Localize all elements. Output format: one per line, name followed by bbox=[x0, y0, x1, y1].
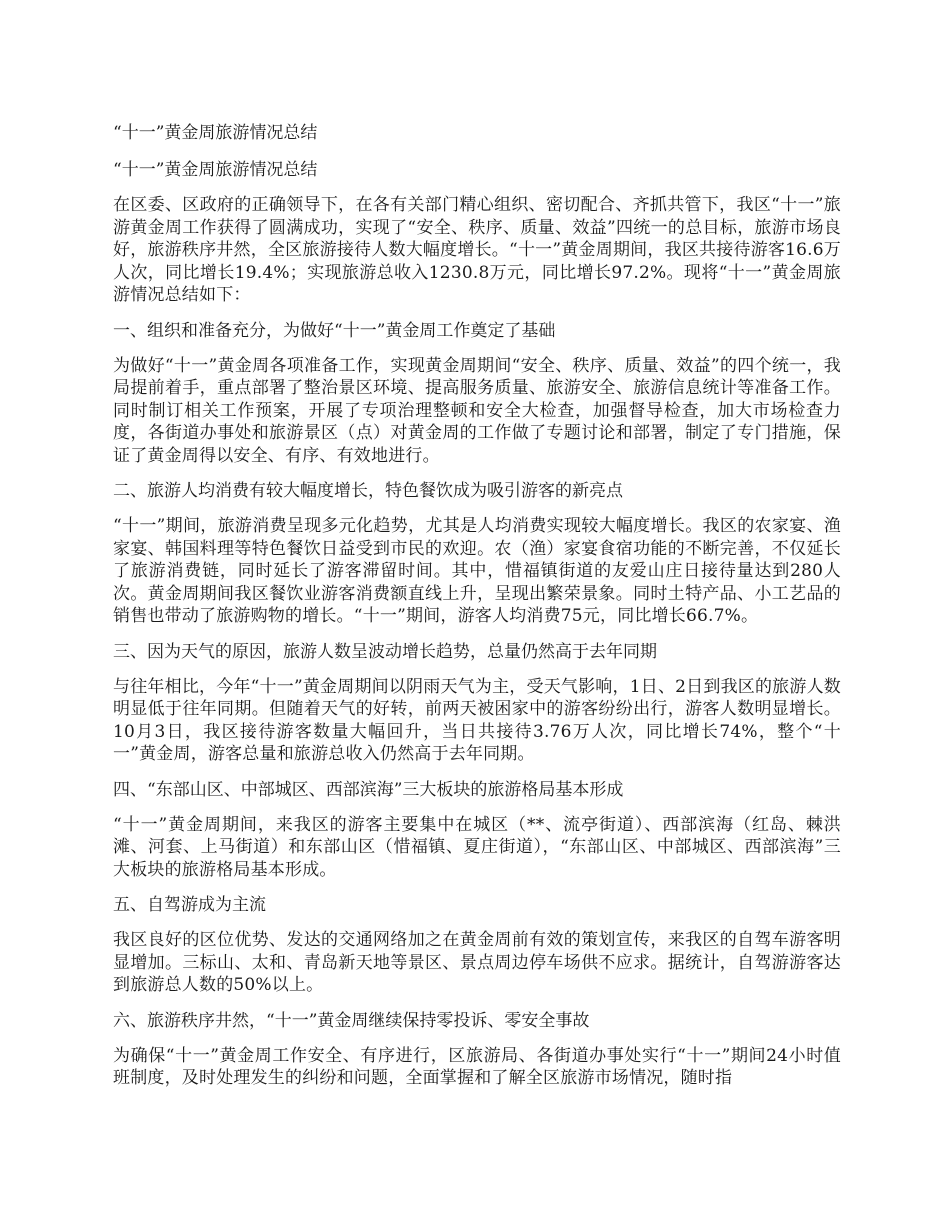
section-body-1: 为做好“十一”黄金周各项准备工作，实现黄金周期间“安全、秩序、质量、效益”的四个统一，我局提前着手，重点部署了整治景区环境、提高服务质量、旅游安全、旅游信息统计等准备工作。同时制订相关工作预案，开展了专项治理整顿和安全大检查，加强督导检查，加大市场检查力度，各街道办事处和旅游景区（点）对黄金周的工作做了专题讨论和部署，制定了专门措施，保证了黄金周得以安全、有序、有效地进行。 bbox=[113, 355, 841, 466]
section-body-3: 与往年相比，今年“十一”黄金周期间以阴雨天气为主，受天气影响，1日、2日到我区的旅游人数明显低于往年同期。但随着天气的好转，前两天被困家中的游客纷纷出行，游客人数明显增长。10月3日，我区接待游客数量大幅回升，当日共接待3.76万人次，同比增长74%，整个“十一”黄金周，游客总量和旅游总收入仍然高于去年同期。 bbox=[113, 676, 841, 764]
intro-paragraph: 在区委、区政府的正确领导下，在各有关部门精心组织、密切配合、齐抓共管下，我区“十一”旅游黄金周工作获得了圆满成功，实现了“安全、秩序、质量、效益”四统一的总目标，旅游市场良好，旅游秩序井然，全区旅游接待人数大幅度增长。“十一”黄金周期间，我区共接待游客16.6万人次，同比增长19.4%；实现旅游总收入1230.8万元，同比增长97.2%。现将“十一”黄金周旅游情况总结如下： bbox=[113, 195, 841, 305]
section-heading-4: 四、“东部山区、中部城区、西部滨海”三大板块的旅游格局基本形成 bbox=[113, 779, 624, 800]
document-subtitle: “十一”黄金周旅游情况总结 bbox=[113, 160, 318, 180]
section-body-5: 我区良好的区位优势、发达的交通网络加之在黄金周前有效的策划宣传，来我区的自驾车游客明显增加。三标山、太和、青岛新天地等景区、景点周边停车场供不应求。据统计，自驾游游客达到旅游总人数的50%以上。 bbox=[113, 930, 841, 995]
document-title: “十一”黄金周旅游情况总结 bbox=[113, 123, 318, 143]
section-heading-1: 一、组织和准备充分，为做好“十一”黄金周工作奠定了基础 bbox=[113, 320, 556, 341]
section-body-2: “十一”期间，旅游消费呈现多元化趋势，尤其是人均消费实现较大幅度增长。我区的农家宴、渔家宴、韩国料理等特色餐饮日益受到市民的欢迎。农（渔）家宴食宿功能的不断完善，不仅延长了旅游消费链，同时延长了游客滞留时间。其中，惜福镇街道的友爱山庄日接待量达到280人次。黄金周期间我区餐饮业游客消费额直线上升，呈现出繁荣景象。同时土特产品、小工艺品的销售也带动了旅游购物的增长。“十一”期间，游客人均消费75元，同比增长66.7%。 bbox=[113, 516, 841, 626]
document-page bbox=[113, 120, 841, 1101]
section-heading-5: 五、自驾游成为主流 bbox=[113, 895, 266, 915]
section-heading-3: 三、因为天气的原因，旅游人数呈波动增长趋势，总量仍然高于去年同期 bbox=[113, 641, 657, 662]
section-heading-6: 六、旅游秩序井然，“十一”黄金周继续保持零投诉、零安全事故 bbox=[113, 1010, 590, 1031]
section-body-4: “十一”黄金周期间，来我区的游客主要集中在城区（**、流亭街道）、西部滨海（红岛、棘洪滩、河套、上马街道）和东部山区（惜福镇、夏庄街道），“东部山区、中部城区、西部滨海”三大板块的旅游格局基本形成。 bbox=[113, 814, 841, 880]
section-heading-2: 二、旅游人均消费有较大幅度增长，特色餐饮成为吸引游客的新亮点 bbox=[113, 481, 623, 501]
section-body-6: 为确保“十一”黄金周工作安全、有序进行，区旅游局、各街道办事处实行“十一”期间24小时值班制度，及时处理发生的纠纷和问题，全面掌握和了解全区旅游市场情况，随时指 bbox=[113, 1045, 841, 1088]
